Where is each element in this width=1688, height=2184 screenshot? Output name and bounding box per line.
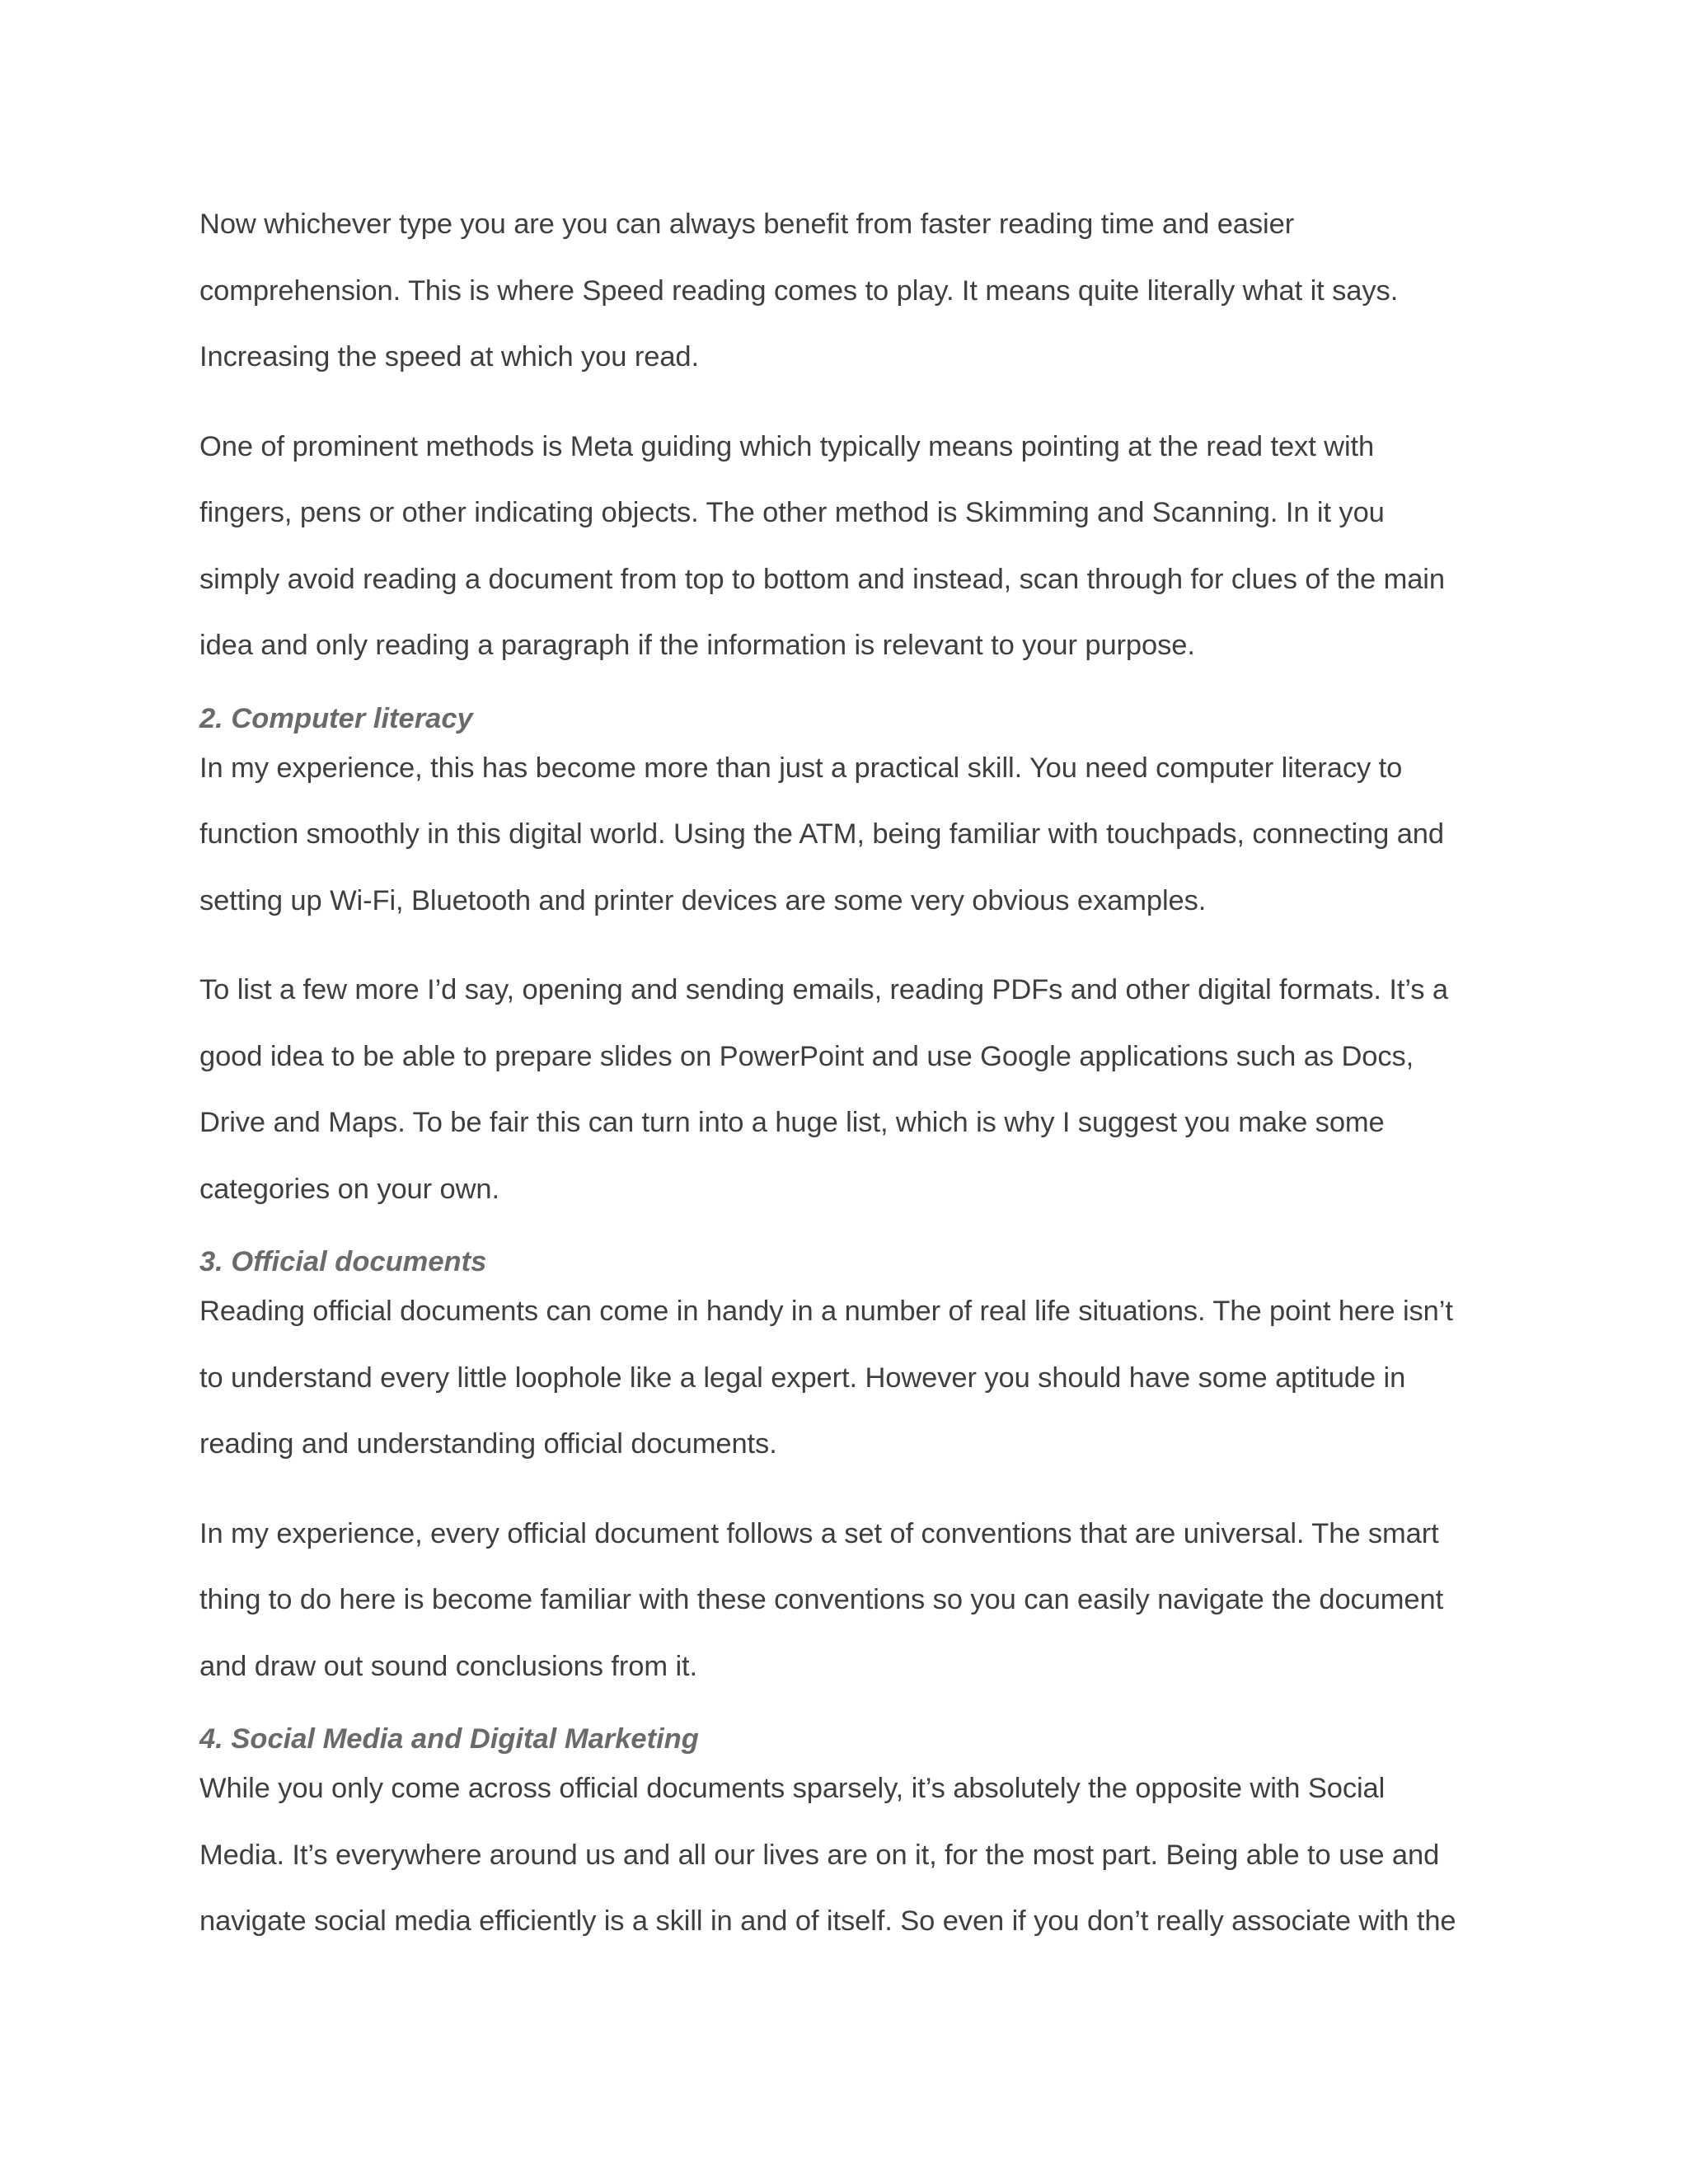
section-official-documents: [199, 1245, 1502, 1699]
text-line: While you only come across official documents sparsely, it’s absolutely the opposite with Social: [199, 1773, 1386, 1804]
paragraph: [199, 735, 1502, 935]
section-heading: 3. Official documents: [199, 1246, 487, 1277]
text-line: to understand every little loophole like a legal expert. However you should have some aptitude in: [199, 1361, 1406, 1394]
text-line: In my experience, every official document follows a set of conventions that are universal. The smart: [199, 1517, 1439, 1549]
text-line: fingers, pens or other indicating objects. The other method is Skimming and Scanning. In it you: [199, 497, 1385, 528]
text-line: Drive and Maps. To be fair this can turn into a huge list, which is why I suggest you make some: [199, 1107, 1385, 1138]
text-line: and draw out sound conclusions from it.: [199, 1650, 698, 1682]
text-line: One of prominent methods is Meta guiding which typically means pointing at the read text with: [199, 430, 1375, 462]
section-heading: 2. Computer literacy: [199, 702, 473, 734]
text-line: To list a few more I’d say, opening and sending emails, reading PDFs and other digital formats. It’s a: [199, 974, 1448, 1005]
text-line: thing to do here is become familiar with these conventions so you can easily navigate the document: [199, 1584, 1444, 1615]
text-line: simply avoid reading a document from top to bottom and instead, scan through for clues of the main: [199, 563, 1445, 595]
text-line: Media. It’s everywhere around us and all our lives are on it, for the most part. Being able to use and: [199, 1839, 1440, 1871]
document-body: [199, 191, 1502, 1978]
text-line: setting up Wi-Fi, Bluetooth and printer devices are some very obvious examples.: [199, 884, 1207, 916]
text-line: Now whichever type you are you can always benefit from faster reading time and easier: [199, 209, 1295, 240]
paragraph: [199, 1755, 1502, 1955]
text-line: Increasing the speed at which you read.: [199, 341, 699, 373]
text-line: In my experience, this has become more than just a practical skill. You need computer literacy to: [199, 752, 1403, 784]
section-computer-literacy: [199, 702, 1502, 1223]
section-heading: 4. Social Media and Digital Marketing: [199, 1723, 699, 1755]
paragraph: [199, 957, 1502, 1222]
section-social-media: [199, 1722, 1502, 1955]
text-line: comprehension. This is where Speed reading comes to play. It means quite literally what it says.: [199, 274, 1399, 307]
paragraph-speed-reading: [199, 191, 1502, 391]
paragraph-meta-guiding: [199, 414, 1502, 679]
text-line: categories on your own.: [199, 1173, 499, 1205]
text-line: idea and only reading a paragraph if the information is relevant to your purpose.: [199, 630, 1195, 661]
paragraph: [199, 1278, 1502, 1478]
text-line: Reading official documents can come in handy in a number of real life situations. The point here isn’t: [199, 1296, 1453, 1327]
text-line: function smoothly in this digital world. Using the ATM, being familiar with touchpads, connecting and: [199, 818, 1444, 850]
text-line: good idea to be able to prepare slides on PowerPoint and use Google applications such as Docs,: [199, 1040, 1414, 1072]
paragraph: [199, 1501, 1502, 1700]
text-line: navigate social media efficiently is a skill in and of itself. So even if you don’t really associate with the: [199, 1905, 1456, 1937]
text-line: reading and understanding official documents.: [199, 1428, 777, 1460]
